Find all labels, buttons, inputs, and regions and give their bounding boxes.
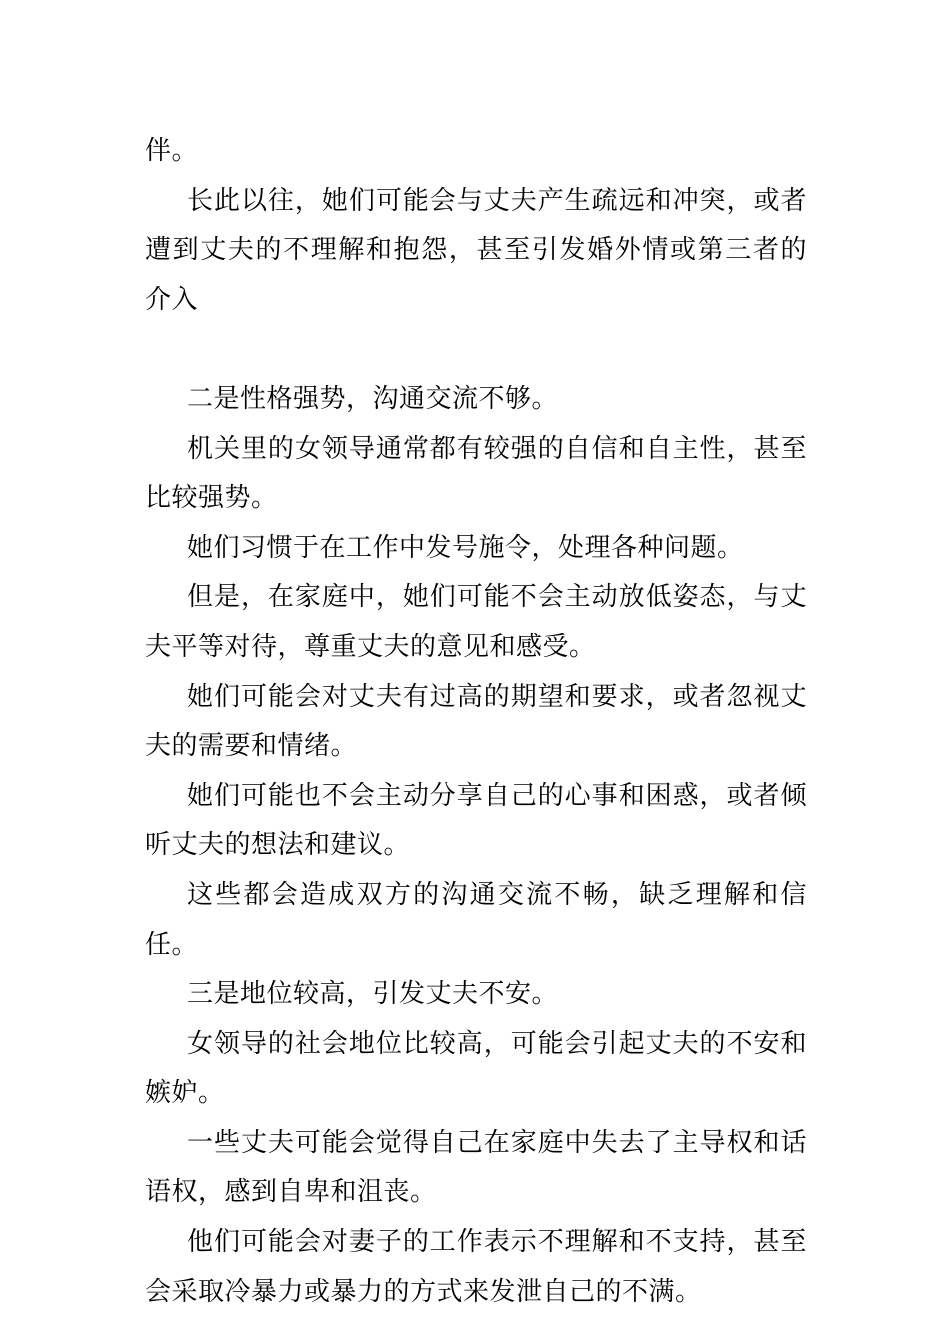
paragraph-continuation: 伴。 [145, 136, 199, 166]
body-text [145, 127, 807, 1317]
paragraph: 这些都会造成双方的沟通交流不畅，缺乏理解和信任。 [145, 879, 807, 960]
paragraph: 他们可能会对妻子的工作表示不理解和不支持，甚至会采取冷暴力或暴力的方式来发泄自己的不满。 [145, 1227, 807, 1307]
paragraph: 她们可能会对丈夫有过高的期望和要求，或者忽视丈夫的需要和情绪。 [145, 681, 807, 762]
paragraph: 一些丈夫可能会觉得自己在家庭中失去了主导权和话语权，感到自卑和沮丧。 [145, 1127, 807, 1208]
paragraph: 她们可能也不会主动分享自己的心事和困惑，或者倾听丈夫的想法和建议。 [145, 780, 807, 861]
section-heading: 二是性格强势，沟通交流不够。 [187, 383, 559, 414]
paragraph: 机关里的女领导通常都有较强的自信和自主性，甚至比较强势。 [145, 433, 807, 514]
section-heading: 三是地位较高，引发丈夫不安。 [187, 979, 559, 1010]
paragraph: 女领导的社会地位比较高，可能会引起丈夫的不安和嫉妒。 [145, 1028, 807, 1109]
paragraph: 但是，在家庭中，她们可能不会主动放低姿态，与丈夫平等对待，尊重丈夫的意见和感受。 [145, 582, 807, 662]
paragraph: 她们习惯于在工作中发号施令，处理各种问题。 [187, 532, 744, 563]
paragraph: 长此以往，她们可能会与丈夫产生疏远和冲突，或者遭到丈夫的不理解和抱怨，甚至引发婚外情或第三者的介入 [145, 185, 807, 315]
